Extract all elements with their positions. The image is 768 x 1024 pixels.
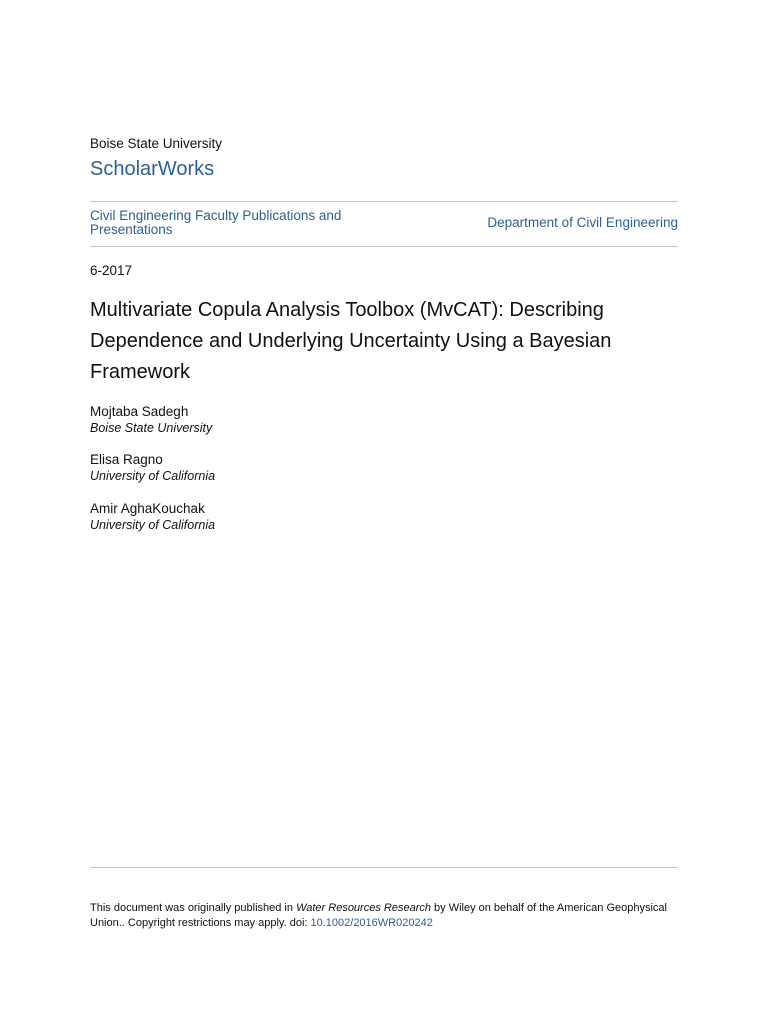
- series-link[interactable]: Civil Engineering Faculty Publications and Presentations: [90, 208, 342, 237]
- divider-footer: [90, 867, 678, 868]
- publication-notice: [90, 901, 678, 931]
- author-block: [90, 500, 490, 534]
- scholarworks-link[interactable]: ScholarWorks: [90, 158, 215, 180]
- author-name: Mojtaba Sadegh: [90, 404, 189, 419]
- divider-bottom: [90, 246, 678, 247]
- author-name: Elisa Ragno: [90, 452, 163, 467]
- publication-date: 6-2017: [90, 263, 133, 278]
- author-block: [90, 403, 490, 437]
- journal-name: Water Resources Research: [296, 902, 431, 914]
- notice-prefix: This document was originally published in: [90, 902, 297, 914]
- author-block: [90, 451, 490, 485]
- paper-title: Multivariate Copula Analysis Toolbox (MvCAT): Describing Dependence and Underlying Uncertainty Using a Bayesian Framework: [90, 299, 612, 383]
- divider-top: [90, 201, 678, 202]
- author-affiliation: University of California: [90, 469, 216, 483]
- doi-link[interactable]: 10.1002/2016WR020242: [310, 917, 433, 929]
- author-affiliation: Boise State University: [90, 421, 213, 435]
- department-link[interactable]: Department of Civil Engineering: [487, 215, 678, 230]
- notice-suffix: by Wiley on behalf of the American Geophysical Union.. Copyright restrictions may apply. doi:: [90, 902, 667, 929]
- author-affiliation: University of California: [90, 518, 216, 532]
- institution-name: Boise State University: [90, 136, 223, 151]
- author-name: Amir AghaKouchak: [90, 501, 205, 516]
